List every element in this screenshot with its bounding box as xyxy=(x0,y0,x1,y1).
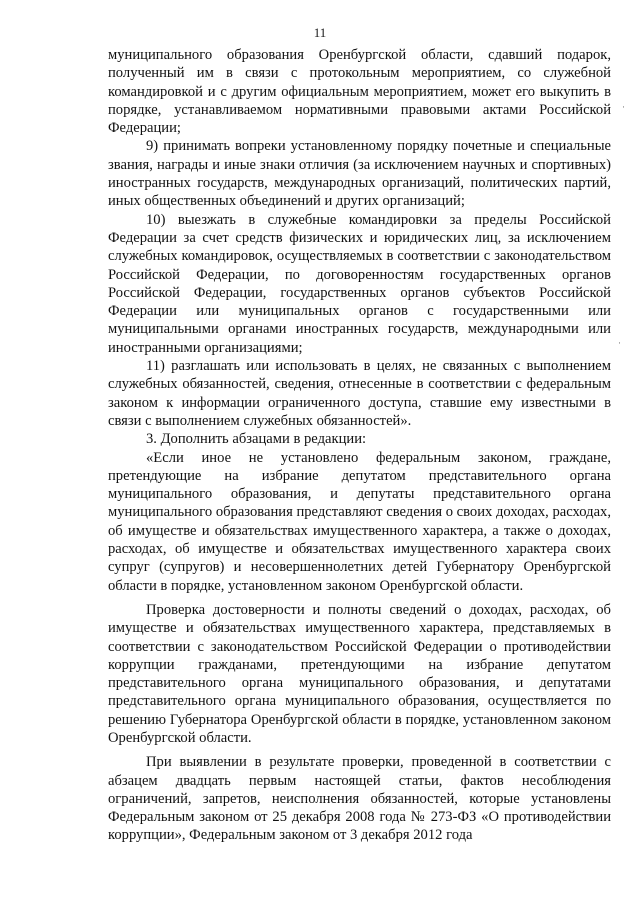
page-number: 11 xyxy=(313,25,327,40)
paragraph-item-9: 9) принимать вопреки установленному порядку почетные и специальные звания, награды и иные знаки отличия (за исключением научных и спортивных) иностранных государств, международных организаций, политических партий, иных общественных объединений и других организаций; xyxy=(108,138,611,210)
paragraph-point-3: 3. Дополнить абзацами в редакции: xyxy=(146,431,367,448)
paragraph-verification: Проверка достоверности и полноты сведений о доходах, расходах, об имуществе и обязательствах имущественного характера, представляемых в соответствии с законодательством Российской Федерации о противодействии коррупции гражданами, претендующими на избрание депутатом представительного органа муниципального образования, и депутатами представительного органа муниципального образования, осуществляется по решению Губернатора Оренбургской области в порядке, установленном законом Оренбургской области. xyxy=(108,601,611,746)
paragraph-continuation: муниципального образования Оренбургской области, сдавший подарок, полученный им в связи с протокольным мероприятием, со служебной командировкой и с другим официальным мероприятием, может его выкупить в порядке, устанавливаемом нормативными правовыми актами Российской Федерации; xyxy=(108,47,611,137)
scan-mark: · xyxy=(618,338,621,348)
document-body xyxy=(108,46,611,845)
paragraph-item-10: 10) выезжать в служебные командировки за пределы Российской Федерации за счет средств физических и юридических лиц, за исключением служебных командировок, осуществляемых в соответствии с законодательством Российской Федерации, по договоренностям государственных органов Российской Федерации, государственных органов субъектов Российской Федерации или муниципальных органов с государственными или муниципальными органами иностранных государств, международными или иностранными организациями; xyxy=(108,211,611,356)
scan-mark: · xyxy=(622,102,625,112)
paragraph-violations: При выявлении в результате проверки, проведенной в соответствии с абзацем двадцать первым настоящей статьи, фактов несоблюдения ограничений, запретов, неисполнения обязанностей, которые установлены Федеральным законом от 25 декабря 2008 года № 273-ФЗ «О противодействии коррупции», Федеральным законом от 3 декабря 2012 года xyxy=(108,754,611,844)
paragraph-item-11: 11) разглашать или использовать в целях, не связанных с выполнением служебных обязанностей, сведения, отнесенные в соответствии с федеральным законом к информации ограниченного доступа, ставшие ему известными в связи с выполнением служебных обязанностей». xyxy=(108,358,611,429)
paragraph-quote-start: «Если иное не установлено федеральным законом, граждане, претендующие на избрание депутатом представительного органа муниципального образования, и депутаты представительного органа муниципального образования представляют сведения о своих доходах, расходах, об имуществе и обязательствах имущественного характера, а также о доходах, расходах, об имуществе и обязательствах имущественного характера своих супруг (супругов) и несовершеннолетних детей Губернатору Оренбургской области в порядке, установленном законом Оренбургской области. xyxy=(108,449,611,594)
